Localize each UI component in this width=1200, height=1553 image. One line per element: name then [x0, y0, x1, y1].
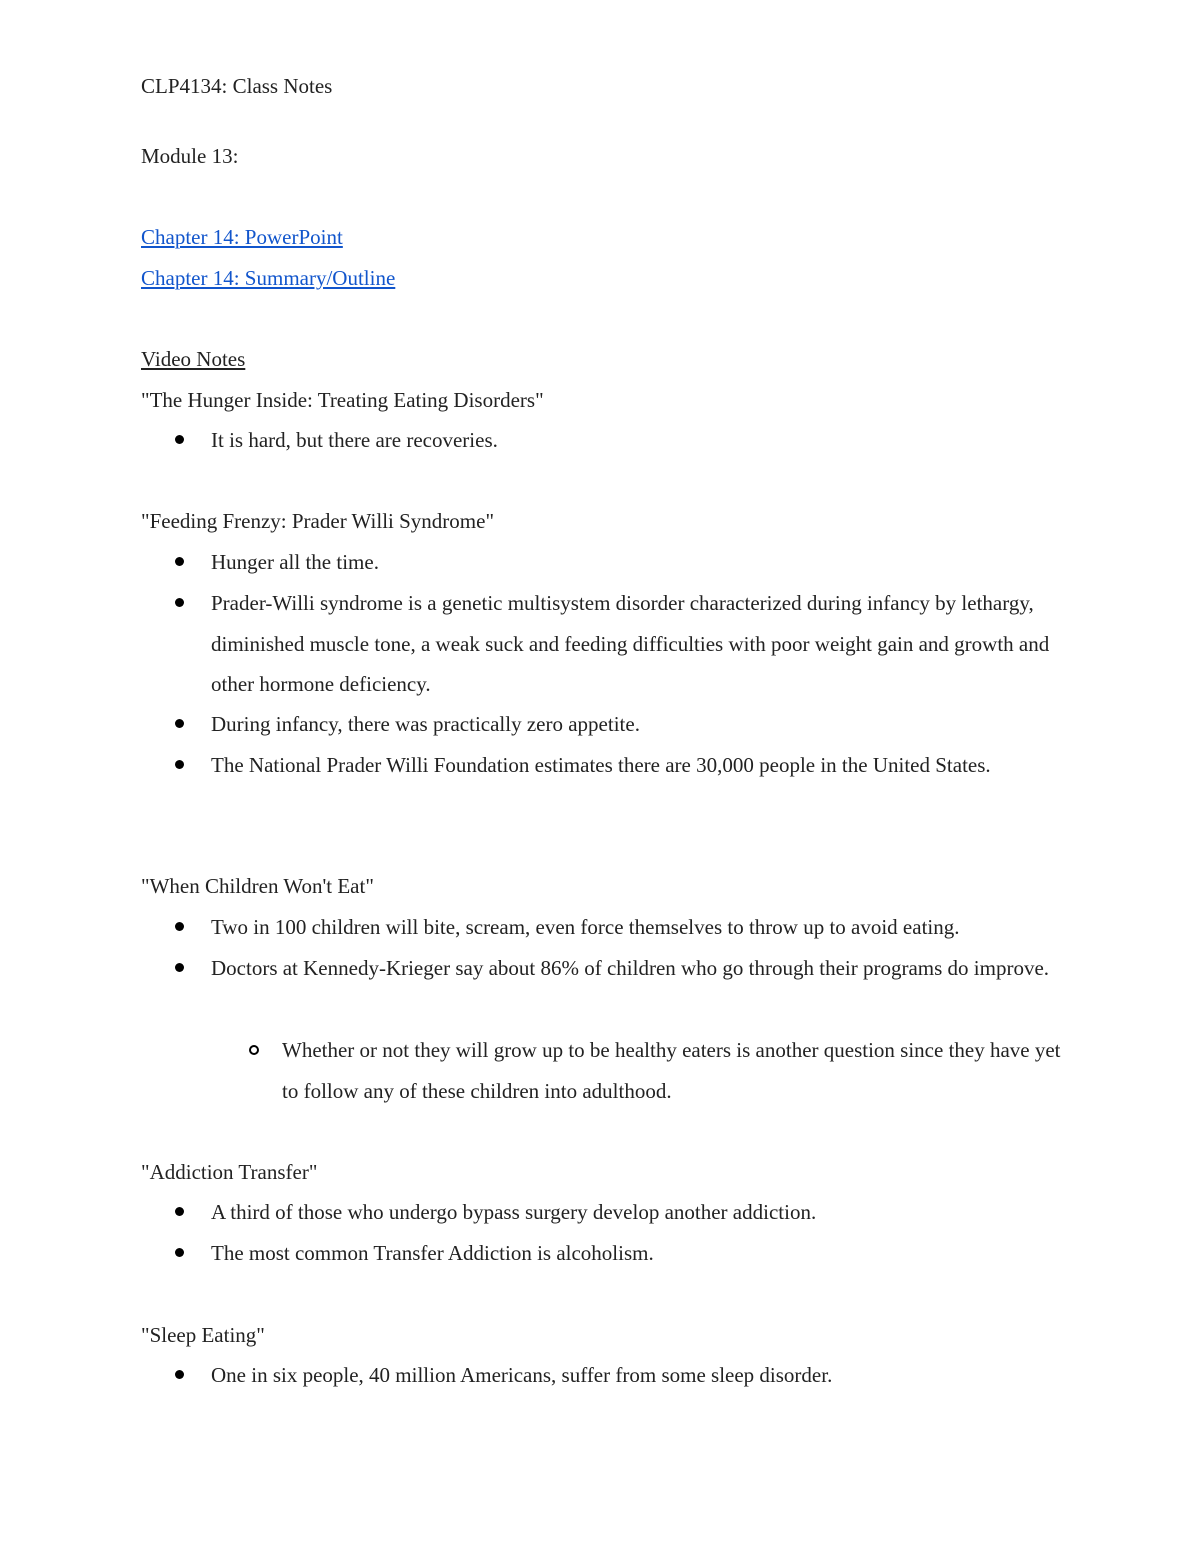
list-item-text: Hunger all the time.	[211, 550, 379, 574]
bullet-icon	[175, 598, 184, 607]
section-title: "Addiction Transfer"	[141, 1160, 318, 1184]
link-chapter-powerpoint[interactable]: Chapter 14: PowerPoint	[141, 225, 343, 249]
list-item-text: Two in 100 children will bite, scream, even force themselves to throw up to avoid eating.	[211, 915, 960, 939]
hollow-bullet-icon	[249, 1045, 259, 1055]
list-item-text: Prader-Willi syndrome is a genetic multisystem disorder characterized during infancy by lethargy, diminished muscle tone, a weak suck and feeding difficulties with poor weight gain and growth and other hormone deficiency.	[211, 591, 1050, 697]
bullet-icon	[175, 922, 184, 931]
section-title: "Feeding Frenzy: Prader Willi Syndrome"	[141, 509, 495, 533]
bullet-icon	[175, 1207, 184, 1216]
list-item	[211, 583, 1071, 705]
list-item	[211, 542, 1071, 583]
module-heading: Module 13:	[141, 144, 239, 168]
list-item-text: During infancy, there was practically zero appetite.	[211, 712, 640, 736]
document-title: CLP4134: Class Notes	[141, 74, 333, 98]
list-item	[211, 1192, 1071, 1233]
section-title: "The Hunger Inside: Treating Eating Disorders"	[141, 388, 544, 412]
list-item-text: The most common Transfer Addiction is alcoholism.	[211, 1241, 654, 1265]
list-item	[211, 907, 1071, 948]
sub-list-item	[282, 1030, 1072, 1111]
list-item	[211, 1355, 1071, 1396]
sub-list-item-text: Whether or not they will grow up to be healthy eaters is another question since they have yet to follow any of these children into adulthood.	[282, 1038, 1061, 1103]
bullet-icon	[175, 435, 184, 444]
list-item	[211, 1233, 1071, 1274]
list-item-text: One in six people, 40 million Americans, suffer from some sleep disorder.	[211, 1363, 833, 1387]
list-item-text: It is hard, but there are recoveries.	[211, 428, 498, 452]
list-item-text: The National Prader Willi Foundation estimates there are 30,000 people in the United States.	[211, 753, 991, 777]
bullet-icon	[175, 963, 184, 972]
video-notes-heading: Video Notes	[141, 347, 246, 371]
link-chapter-summary[interactable]: Chapter 14: Summary/Outline	[141, 266, 396, 290]
section-title: "Sleep Eating"	[141, 1323, 265, 1347]
bullet-icon	[175, 760, 184, 769]
bullet-icon	[175, 557, 184, 566]
list-item	[211, 948, 1071, 989]
list-item	[211, 745, 1071, 786]
bullet-icon	[175, 1370, 184, 1379]
list-item-text: A third of those who undergo bypass surgery develop another addiction.	[211, 1200, 817, 1224]
bullet-icon	[175, 719, 184, 728]
list-item-text: Doctors at Kennedy-Krieger say about 86% of children who go through their programs do improve.	[211, 956, 1050, 980]
bullet-icon	[175, 1248, 184, 1257]
section-title: "When Children Won't Eat"	[141, 874, 374, 898]
list-item	[211, 420, 1071, 461]
list-item	[211, 704, 1071, 745]
